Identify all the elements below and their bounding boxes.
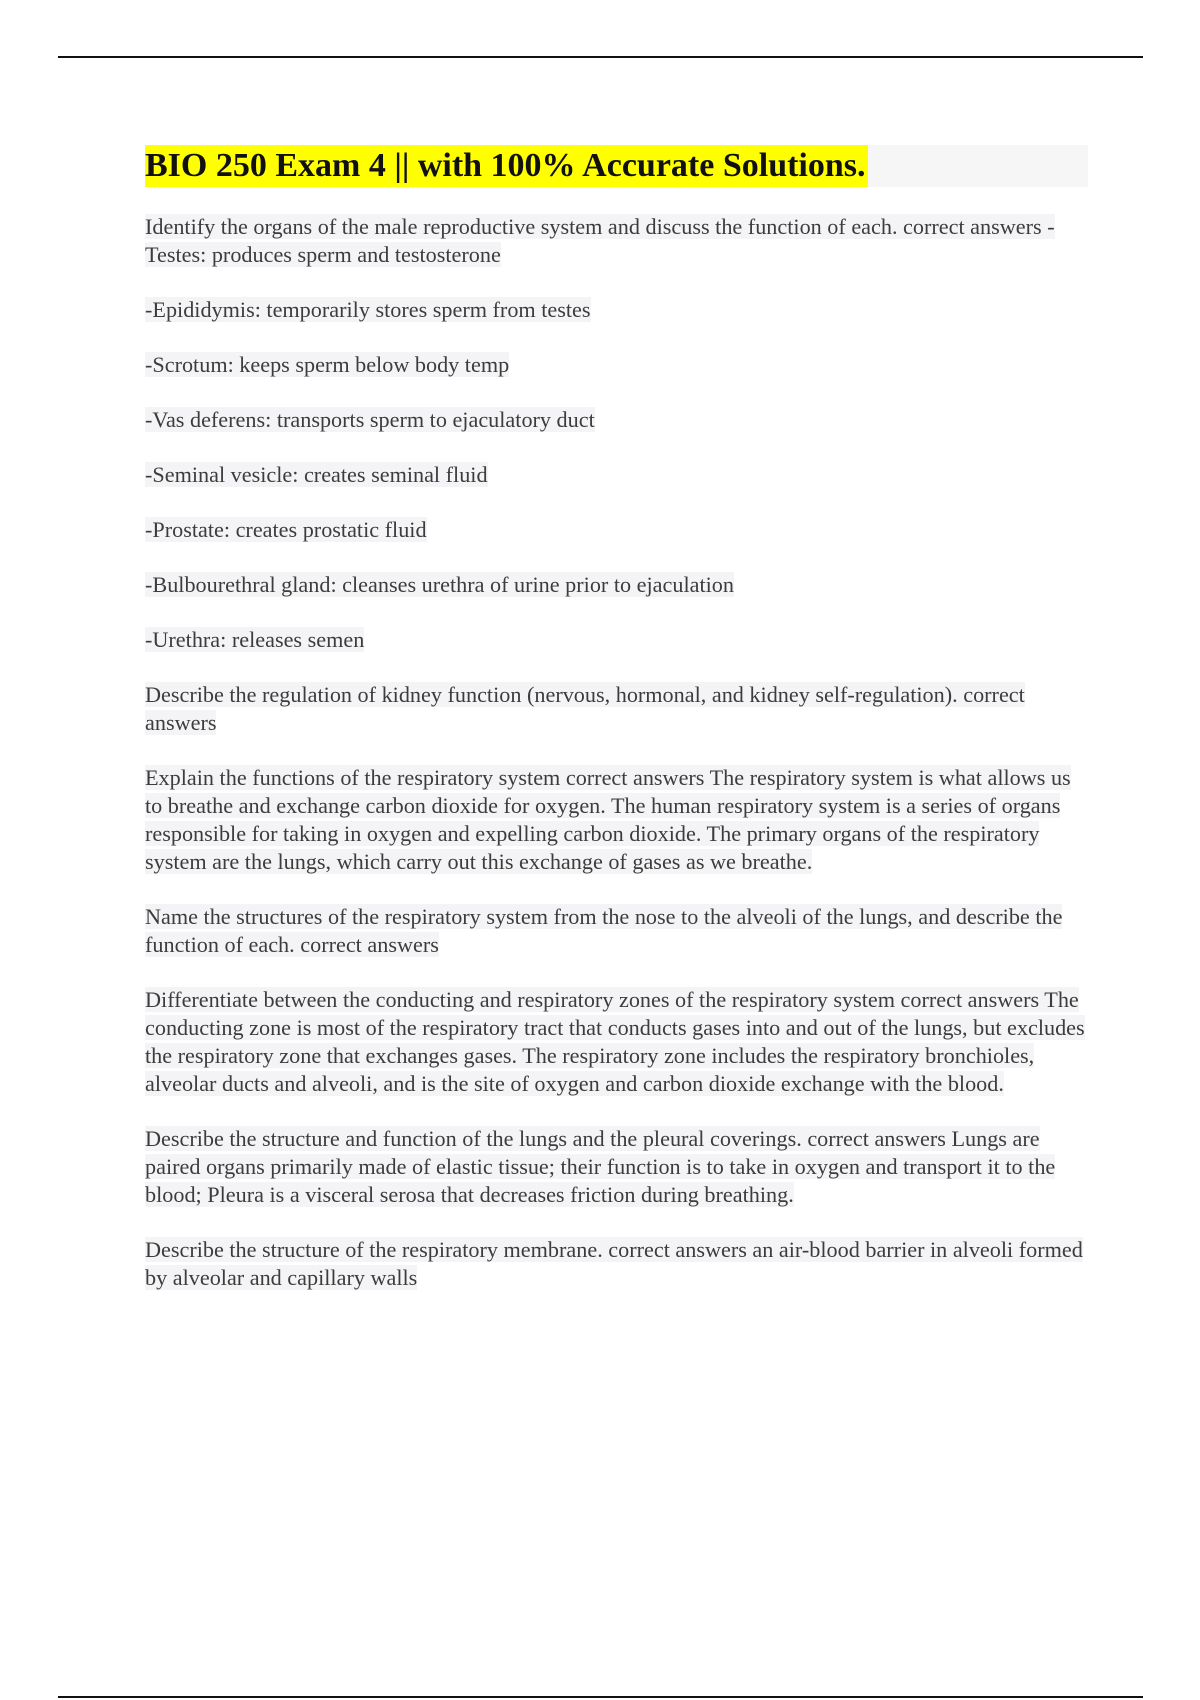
paragraph-text: -Vas deferens: transports sperm to ejaculatory duct: [145, 407, 595, 432]
paragraph-epididymis: [145, 296, 1090, 324]
bottom-rule: [58, 1696, 1143, 1698]
paragraph-urethra: [145, 626, 1090, 654]
paragraph-text: Explain the functions of the respiratory system correct answers The respiratory system is what allows us to breathe and exchange carbon dioxide for oxygen. The human respiratory system is a series of organs responsible for taking in oxygen and expelling carbon dioxide. The primary organs of the respiratory system are the lungs, which carry out this exchange of gases as we breathe.: [145, 765, 1071, 874]
paragraph-text: -Epididymis: temporarily stores sperm from testes: [145, 297, 591, 322]
top-rule: [58, 56, 1143, 58]
paragraph-text: -Urethra: releases semen: [145, 627, 365, 652]
paragraph-text: Identify the organs of the male reproductive system and discuss the function of each. correct answers -Testes: produces sperm and testosterone: [145, 214, 1055, 267]
paragraph-bulbourethral-gland: [145, 571, 1090, 599]
paragraph-text: -Scrotum: keeps sperm below body temp: [145, 352, 510, 377]
paragraph-male-reproductive-organs: [145, 213, 1090, 269]
document-title: BIO 250 Exam 4 || with 100% Accurate Solutions.: [145, 145, 868, 187]
paragraph-respiratory-structures: [145, 903, 1090, 959]
paragraph-respiratory-membrane: [145, 1236, 1090, 1292]
paragraph-text: Differentiate between the conducting and respiratory zones of the respiratory system correct answers The conducting zone is most of the respiratory tract that conducts gases into and out of the lungs, but excludes the respiratory zone that exchanges gases. The respiratory zone includes the respiratory bronchioles, alveolar ducts and alveoli, and is the site of oxygen and carbon dioxide exchange with the blood.: [145, 987, 1085, 1096]
paragraph-text: Name the structures of the respiratory system from the nose to the alveoli of the lungs, and describe the function of each. correct answers: [145, 904, 1063, 957]
paragraph-vas-deferens: [145, 406, 1090, 434]
paragraph-text: Describe the structure and function of the lungs and the pleural coverings. correct answers Lungs are paired organs primarily made of elastic tissue; their function is to take in oxygen and transport it to the blood; Pleura is a visceral serosa that decreases friction during breathing.: [145, 1126, 1056, 1207]
paragraph-seminal-vesicle: [145, 461, 1090, 489]
paragraph-text: Describe the structure of the respiratory membrane. correct answers an air-blood barrier in alveoli formed by alveolar and capillary walls: [145, 1237, 1083, 1290]
paragraph-prostate: [145, 516, 1090, 544]
paragraph-text: -Seminal vesicle: creates seminal fluid: [145, 462, 488, 487]
document-body: [145, 213, 1090, 1319]
paragraph-conducting-respiratory-zones: [145, 986, 1090, 1098]
paragraph-lungs-pleura: [145, 1125, 1090, 1209]
paragraph-kidney-regulation: [145, 681, 1090, 737]
paragraph-respiratory-functions: [145, 764, 1090, 876]
paragraph-text: -Bulbourethral gland: cleanses urethra of urine prior to ejaculation: [145, 572, 734, 597]
paragraph-text: Describe the regulation of kidney function (nervous, hormonal, and kidney self-regulation). correct answers: [145, 682, 1025, 735]
paragraph-scrotum: [145, 351, 1090, 379]
paragraph-text: -Prostate: creates prostatic fluid: [145, 517, 427, 542]
